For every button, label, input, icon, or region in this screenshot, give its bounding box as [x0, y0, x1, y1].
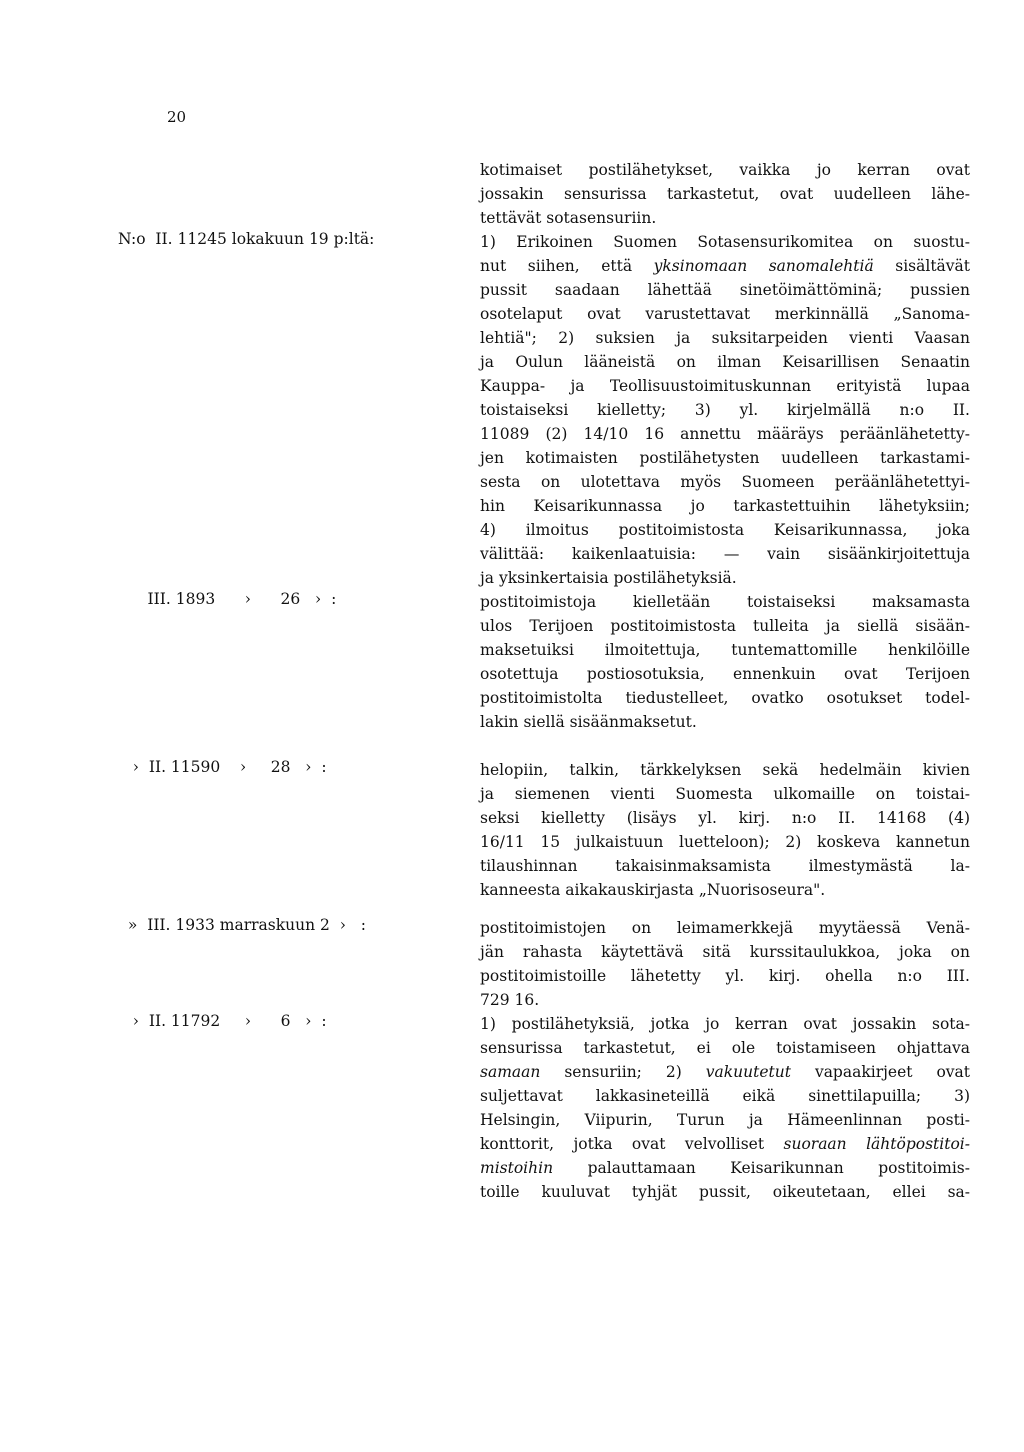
text-line: 1) postilähetyksiä, jotka jo kerran ovat jossakin sota- [480, 1015, 970, 1033]
entry-text [480, 916, 970, 1012]
text-line: pussit saadaan lähettää sinetöimättöminä; pussien [480, 281, 970, 299]
entry-text [480, 758, 970, 902]
text-line: postitoimistolta tiedustelleet, ovatko osotukset todel- [480, 689, 970, 707]
text-line: tettävät sotasensuriin. [480, 209, 657, 227]
text-line: sensurissa tarkastetut, ei ole toistamiseen ohjattava [480, 1039, 970, 1057]
text-line: jossakin sensurissa tarkastetut, ovat uudelleen lähe- [480, 185, 970, 203]
text-line: lakin siellä sisäänmaksetut. [480, 713, 697, 731]
text-line: 11089 (2) 14/10 16 annettu määräys peräänlähetetty- [480, 425, 970, 443]
entry-text [480, 1012, 970, 1204]
text-line: 16/11 15 julkaistuun luetteloon); 2) koskeva kannetun [480, 833, 970, 851]
entry-reference: › II. 11792 › 6 › : [118, 1012, 327, 1030]
text-line: hin Keisarikunnassa jo tarkastettuihin lähetyksiin; [480, 497, 970, 515]
entry-text [480, 590, 970, 734]
text-line: lehtiä"; 2) suksien ja suksitarpeiden vienti Vaasan [480, 329, 970, 347]
text-line: Helsingin, Viipurin, Turun ja Hämeenlinnan posti- [480, 1111, 970, 1129]
text-line: helopiin, talkin, tärkkelyksen sekä hedelmäin kivien [480, 761, 970, 779]
text-line: osotettuja postiosotuksia, ennenkuin ovat Terijoen [480, 665, 970, 683]
entry-text [480, 230, 970, 590]
entry-reference: III. 1893 › 26 › : [118, 590, 337, 608]
entry-reference: » III. 1933 marraskuun 2 › : [118, 916, 366, 934]
text-line: postitoimistoja kielletään toistaiseksi maksamasta [480, 593, 970, 611]
text-line: ja Oulun lääneistä on ilman Keisarillisen Senaatin [480, 353, 970, 371]
text-line: ja yksinkertaisia postilähetyksiä. [480, 569, 737, 587]
text-line: jen kotimaisten postilähetysten uudelleen tarkastami- [480, 449, 970, 467]
text-line: kanneesta aikakauskirjasta „Nuorisoseura". [480, 881, 826, 899]
entry-reference: › II. 11590 › 28 › : [118, 758, 327, 776]
text-line: postitoimistojen on leimamerkkejä myytäessä Venä- [480, 919, 970, 937]
text-line: sesta on ulotettava myös Suomeen peräänlähetettyi- [480, 473, 970, 491]
text-line: toille kuuluvat tyhjät pussit, oikeutetaan, ellei sa- [480, 1183, 970, 1201]
text-line: 729 16. [480, 991, 540, 1009]
text-line: tilaushinnan takaisinmaksamista ilmestymästä la- [480, 857, 970, 875]
text-line: välittää: kaikenlaatuisia: — vain sisäänkirjoitettuja [480, 545, 970, 563]
text-line: nut siihen, että yksinomaan sanomalehtiä sisältävät [480, 257, 971, 275]
text-line: suljettavat lakkasineteillä eikä sinettilapuilla; 3) [480, 1087, 970, 1105]
text-line: samaan sensuriin; 2) vakuutetut vapaakirjeet ovat [480, 1063, 971, 1081]
text-line: ja siemenen vienti Suomesta ulkomaille on toistai- [480, 785, 970, 803]
page-number: 20 [167, 108, 187, 126]
text-line: 1) Erikoinen Suomen Sotasensurikomitea on suostu- [480, 233, 970, 251]
text-line: osotelaput ovat varustettavat merkinnällä „Sanoma- [480, 305, 970, 323]
text-line: toistaiseksi kielletty; 3) yl. kirjelmällä n:o II. [480, 401, 970, 419]
text-line: jän rahasta käytettävä sitä kurssitaulukkoa, joka on [480, 943, 970, 961]
text-line: Kauppa- ja Teollisuustoimituskunnan erityistä lupaa [480, 377, 970, 395]
text-line: postitoimistoille lähetetty yl. kirj. ohella n:o III. [480, 967, 970, 985]
text-line: ulos Terijoen postitoimistosta tulleita ja siellä sisään- [480, 617, 970, 635]
text-line: konttorit, jotka ovat velvolliset suoraan lähtöpostitoi- [480, 1135, 970, 1153]
text-line: maksetuiksi ilmoitettuja, tuntemattomille henkilöille [480, 641, 970, 659]
entry-reference: N:o II. 11245 lokakuun 19 p:ltä: [118, 230, 375, 248]
intro-paragraph [480, 158, 970, 230]
text-line: 4) ilmoitus postitoimistosta Keisarikunnassa, joka [480, 521, 970, 539]
text-line: mistoihin palauttamaan Keisarikunnan postitoimis- [480, 1159, 970, 1177]
text-line: seksi kielletty (lisäys yl. kirj. n:o II. 14168 (4) [480, 809, 970, 827]
text-line: kotimaiset postilähetykset, vaikka jo kerran ovat [480, 161, 970, 179]
